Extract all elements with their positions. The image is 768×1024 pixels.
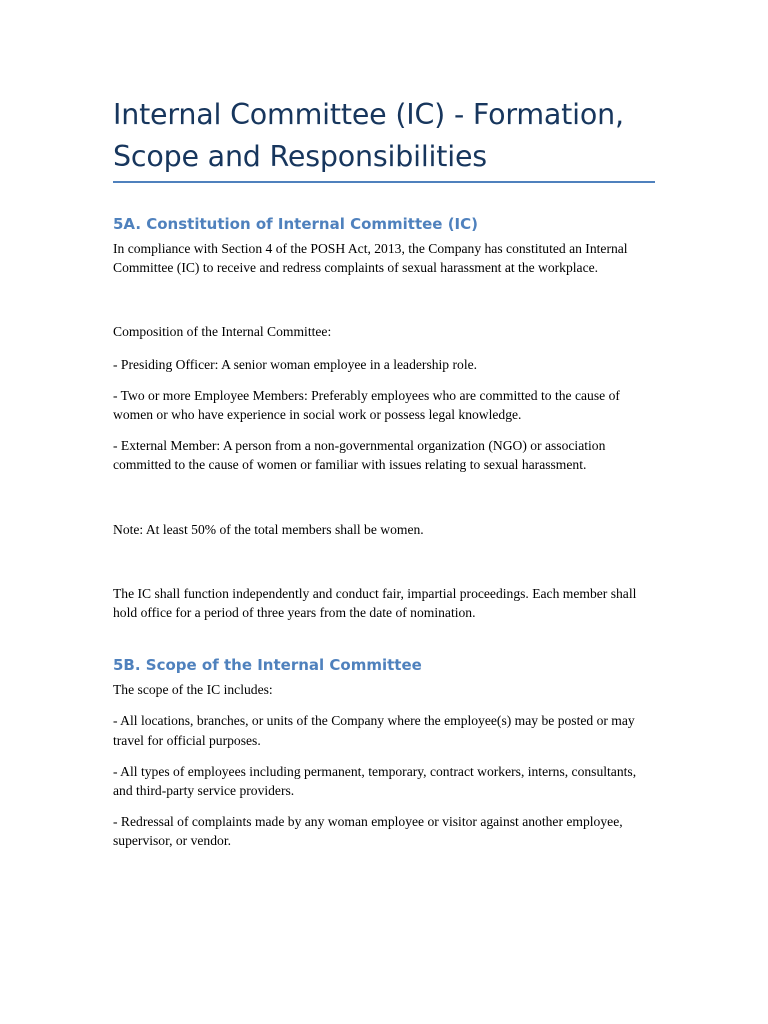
paragraph-scope-intro: The scope of the IC includes: <box>113 682 273 698</box>
title-underline-rule <box>113 181 655 183</box>
list-item-external-member: - External Member: A person from a non-governmental organization (NGO) or association committed to the cause of women or familiar with issues relating to sexual harassment. <box>113 438 606 473</box>
list-item-presiding-officer: - Presiding Officer: A senior woman employee in a leadership role. <box>113 356 478 372</box>
paragraph-ic-function: The IC shall function independently and conduct fair, impartial proceedings. Each member shall hold office for a period of three years from the date of nomination. <box>113 585 637 621</box>
paragraph-composition-label: Composition of the Internal Committee: <box>113 324 332 340</box>
paragraph-compliance-intro: In compliance with Section 4 of the POSH Act, 2013, the Company has constituted an Internal Committee (IC) to receive and redress complaints of sexual harassment at the workplace. <box>113 241 628 276</box>
list-item-scope-locations: - All locations, branches, or units of the Company where the employee(s) may be posted or may travel for official purposes. <box>113 713 635 748</box>
list-item-employee-members: - Two or more Employee Members: Preferably employees who are committed to the cause of women or who have experience in social work or possess legal knowledge. <box>113 387 620 423</box>
document-title: Internal Committee (IC) - Formation, Scope and Responsibilities <box>113 98 624 173</box>
list-item-scope-employee-types: - All types of employees including permanent, temporary, contract workers, interns, consultants, and third-party service providers. <box>113 763 637 799</box>
list-item-scope-redressal: - Redressal of complaints made by any woman employee or visitor against another employee, supervisor, or vendor. <box>113 814 623 849</box>
section-heading-5a: 5A. Constitution of Internal Committee (IC) <box>113 215 478 233</box>
section-heading-5b: 5B. Scope of the Internal Committee <box>113 656 422 675</box>
paragraph-note: Note: At least 50% of the total members shall be women. <box>113 521 424 537</box>
document-page <box>113 0 658 851</box>
